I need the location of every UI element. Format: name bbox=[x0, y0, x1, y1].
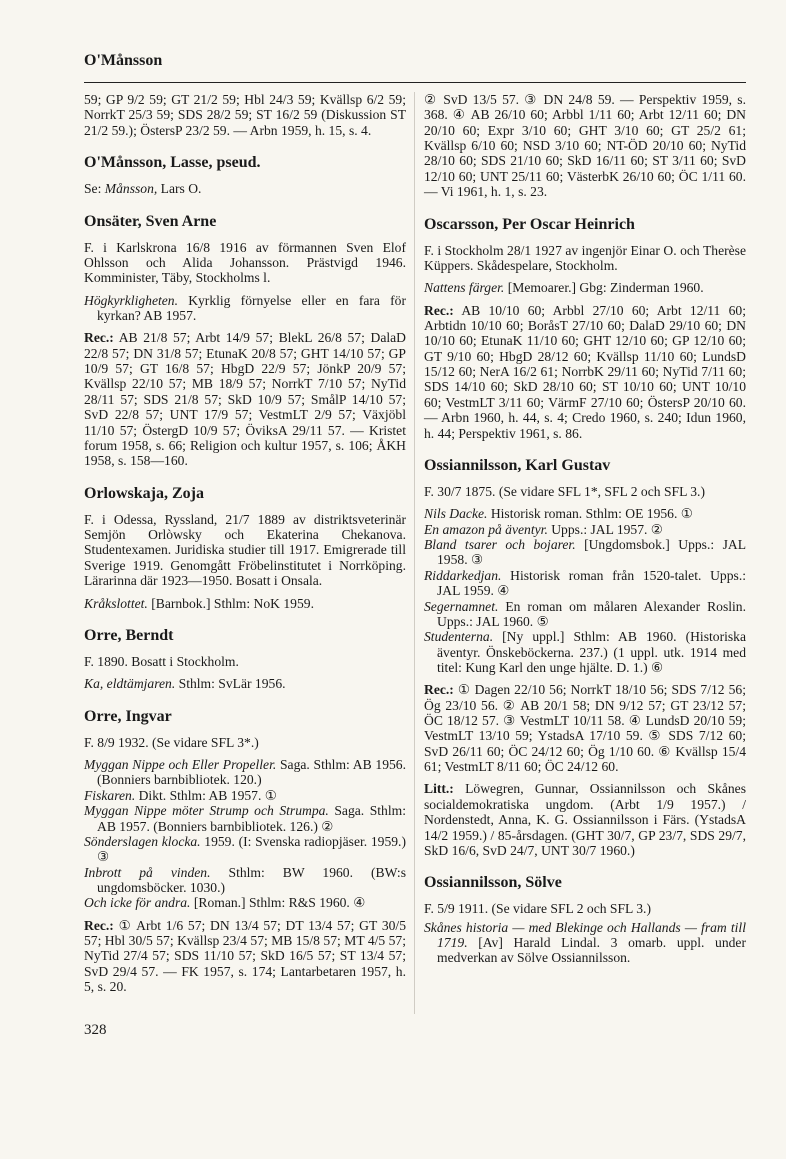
entry-oscarsson bbox=[424, 216, 746, 441]
work-item: Och icke för andra. [Roman.] Sthlm: R&S 1960. ④ bbox=[84, 895, 366, 911]
entry-name: O'Månsson, Lasse, pseud. bbox=[84, 154, 261, 172]
entry-ossiannilsson-solve bbox=[424, 874, 746, 966]
work-item: Nils Dacke. Historisk roman. Sthlm: OE 1956. ① bbox=[424, 506, 693, 522]
entry-orlowskaja bbox=[84, 485, 406, 611]
work-item: Kråkslottet. [Barnbok.] Sthlm: NoK 1959. bbox=[84, 595, 314, 611]
work-item: Riddarkedjan. Historisk roman från 1520-talet. Upps.: JAL 1959. ④ bbox=[424, 567, 746, 599]
entry-bio: F. i Karlskrona 16/8 1916 av förmannen Sven Elof Ohlsson och Alida Johansson. Prästvigd 1946. Komminister, Täby, Stockholms l. bbox=[84, 239, 406, 286]
entry-name: Ossiannilsson, Karl Gustav bbox=[424, 456, 611, 474]
page-number: 328 bbox=[84, 1022, 107, 1038]
page-header-title: O'Månsson bbox=[84, 52, 163, 69]
right-column bbox=[424, 92, 746, 966]
entry-bio: F. 30/7 1875. (Se vidare SFL 1*, SFL 2 och SFL 3.) bbox=[424, 483, 705, 499]
entry-bio: F. i Stockholm 28/1 1927 av ingenjör Einar O. och Therèse Küppers. Skådespelare, Stockholm. bbox=[424, 242, 746, 273]
work-item: Studenterna. [Ny uppl.] Sthlm: AB 1960. (Historiska äventyr. Önskeböckerna. 237.) (1 uppl. utk. 1914 med titel: Kung Karl den unge hjälte. D. 1.) ⑥ bbox=[424, 629, 746, 675]
entry-name: Ossiannilsson, Sölve bbox=[424, 874, 562, 892]
work-item: Myggan Nippe möter Strump och Strumpa. Saga. Sthlm: AB 1957. (Bonniers barnbibliotek. 126.) ② bbox=[84, 803, 406, 834]
entry-name: Orre, Berndt bbox=[84, 626, 174, 644]
work-item: Sönderslagen klocka. 1959. (I: Svenska radiopjäser. 1959.) ③ bbox=[84, 833, 406, 865]
literature: Litt.: Löwegren, Gunnar, Ossiannilsson och Skånes socialdemokratiska ungdom. (Arbt 1/9 1957.) / Nordenstedt, Anna, K. G. Ossiannilsson i Färs. (YstadsA 14/2 1959.) / 85-årsdagen. (GHT 30/7, GP 23/7, SDS 29/7, SkD 16/6, SvD 24/7, UNT 30/7 1960.) bbox=[424, 781, 746, 858]
entry-onsater bbox=[84, 213, 406, 469]
entry-ossiannilsson-karl bbox=[424, 457, 746, 858]
entry-name: Orre, Ingvar bbox=[84, 707, 172, 725]
work-item: En amazon på äventyr. Upps.: JAL 1957. ② bbox=[424, 521, 663, 537]
work-item: Högkyrkligheten. Kyrklig förnyelse eller en fara för kyrkan? AB 1957. bbox=[84, 292, 406, 324]
entry-bio: F. i Odessa, Ryssland, 21/7 1889 av distriktsveterinär Semjön Orlòwsky och Ekaterina Chekanova. Studentexamen. Juridiska studier till 1917. Emigrerade till Sverige 1919. Genomgått Fröbelinstitutet i Norrköping. Lärarinna där 1923—1950. Bosatt i Onsala. bbox=[84, 511, 406, 589]
entry-orre-berndt bbox=[84, 627, 406, 692]
work-item: Fiskaren. Dikt. Sthlm: AB 1957. ① bbox=[84, 787, 277, 803]
work-item: Skånes historia — med Blekinge och Hallands — fram till 1719. [Av] Harald Lindal. 3 omarb. uppl. under medverkan av Sölve Ossiannilsson. bbox=[424, 919, 746, 966]
reviews: Rec.: ① Arbt 1/6 57; DN 13/4 57; DT 13/4 57; GT 30/5 57; Hbl 30/5 57; Kvällsp 23/4 57; MB 15/8 57; MT 4/5 57; NyTid 27/4 57; SDS 11/10 57; SkD 16/5 57; ST 13/4 57; SvD 29/4 57. — FK 1957, s. 174; Lantarbetaren 1957, h. 5, s. 20. bbox=[84, 917, 406, 995]
continuation-text: ② SvD 13/5 57. ③ DN 24/8 59. — Perspektiv 1959, s. 368. ④ AB 26/10 60; Arbbl 1/11 60; Arbt 12/11 60; DN 20/10 60; Expr 3/10 60; GHT 3/10 60; GT 25/2 61; Kvällsp 6/10 60; NSD 3/10 60; NT-ÖD 20/10 60; NyTid 28/10 60; SDS 21/10 60; SkD 16/11 60; ST 3/11 60; SvD 12/10 60; UNT 25/11 60; VästerbK 26/10 60; ÖC 1/11 60. — Vi 1961, h. 1, s. 23. bbox=[424, 92, 746, 200]
column-divider bbox=[414, 92, 415, 1014]
continuation-text: 59; GP 9/2 59; GT 21/2 59; Hbl 24/3 59; Kvällsp 6/2 59; NorrkT 25/3 59; SDS 28/2 59; ST 16/2 59 (Diskussion ST 21/2 59.); ÖstersP 23/2 59. — Arbn 1959, h. 15, s. 4. bbox=[84, 92, 406, 138]
entry-bio: F. 1890. Bosatt i Stockholm. bbox=[84, 653, 239, 669]
entry-bio: F. 5/9 1911. (Se vidare SFL 2 och SFL 3.) bbox=[424, 901, 651, 917]
entry-bio: F. 8/9 1932. (Se vidare SFL 3*.) bbox=[84, 734, 259, 750]
entry-name: Oscarsson, Per Oscar Heinrich bbox=[424, 215, 635, 233]
entry-name: Orlowskaja, Zoja bbox=[84, 484, 204, 502]
work-item: Ka, eldtämjaren. Sthlm: SvLär 1956. bbox=[84, 676, 286, 692]
see-reference: Se: Månsson, Lars O. bbox=[84, 181, 202, 197]
work-item: Nattens färger. [Memoarer.] Gbg: Zinderman 1960. bbox=[424, 280, 704, 296]
work-item: Myggan Nippe och Eller Propeller. Saga. Sthlm: AB 1956. (Bonniers barnbibliotek. 120.) bbox=[84, 757, 406, 788]
work-item: Inbrott på vinden. Sthlm: BW 1960. (BW:s ungdomsböcker. 1030.) bbox=[84, 864, 406, 895]
header-rule bbox=[84, 82, 746, 83]
left-column bbox=[84, 92, 406, 994]
work-item: Segernamnet. En roman om målaren Alexander Roslin. Upps.: JAL 1960. ⑤ bbox=[424, 598, 746, 629]
reviews: Rec.: AB 21/8 57; Arbt 14/9 57; BlekL 26/8 57; DalaD 22/8 57; DN 31/8 57; EtunaK 20/8 57; GHT 14/10 57; GP 10/9 57; GT 16/8 57; HbgD 22/9 57; JönkP 20/9 57; Kvällsp 22/10 57; MB 18/9 57; NorrkT 7/10 57; NyTid 28/11 57; SDS 21/8 57; SkD 10/9 57; SmålP 14/10 57; SvD 22/8 57; UNT 17/9 57; VestmLT 2/9 57; Växjöbl 11/10 57; ÖstergD 10/9 57; ÖviksA 29/11 57. — Kristet forum 1958, s. 66; Religion och kultur 1957, s. 106; ÅKH 1958, s. 158—160. bbox=[84, 330, 406, 469]
entry-name: Onsäter, Sven Arne bbox=[84, 212, 217, 230]
entry-omansson bbox=[84, 154, 406, 196]
reviews: Rec.: ① Dagen 22/10 56; NorrkT 18/10 56; SDS 7/12 56; Ög 23/10 56. ② AB 20/1 58; DN 9/12 57; GT 23/12 57; ÖC 18/12 57. ③ VestmLT 10/11 58. ④ LundsD 20/10 59; VestmLT 13/10 59; YstadsA 17/10 59. ⑤ SDS 7/12 60; SvD 26/11 60; ÖC 24/12 60; Ög 1/10 60. ⑥ Kvällsp 15/4 61; VestmLT 8/11 60; ÖC 24/12 60. bbox=[424, 682, 746, 775]
reviews: Rec.: AB 10/10 60; Arbbl 27/10 60; Arbt 12/11 60; Arbtidn 10/10 60; BoråsT 27/10 60; DalaD 29/10 60; DN 10/10 60; EtunaK 11/10 60; GHT 12/10 60; GP 12/10 60; GT 9/10 60; HbgD 28/12 60; Kvällsp 11/10 60; LundsD 15/12 60; NerA 16/2 61; NorrbK 29/11 60; NyTid 7/11 60; SDS 14/10 60; SkD 28/10 60; ST 10/10 60; UNT 10/10 60; VestmLT 3/11 60; VärmF 27/10 60; ÖstersP 20/10 60. — Arbn 1960, h. 44, s. 4; Credo 1960, s. 240; Idun 1960, h. 44; Perspektiv 1961, s. 86. bbox=[424, 302, 746, 441]
entry-orre-ingvar bbox=[84, 708, 406, 995]
work-item: Bland tsarer och bojarer. [Ungdomsbok.] Upps.: JAL 1958. ③ bbox=[424, 537, 746, 568]
